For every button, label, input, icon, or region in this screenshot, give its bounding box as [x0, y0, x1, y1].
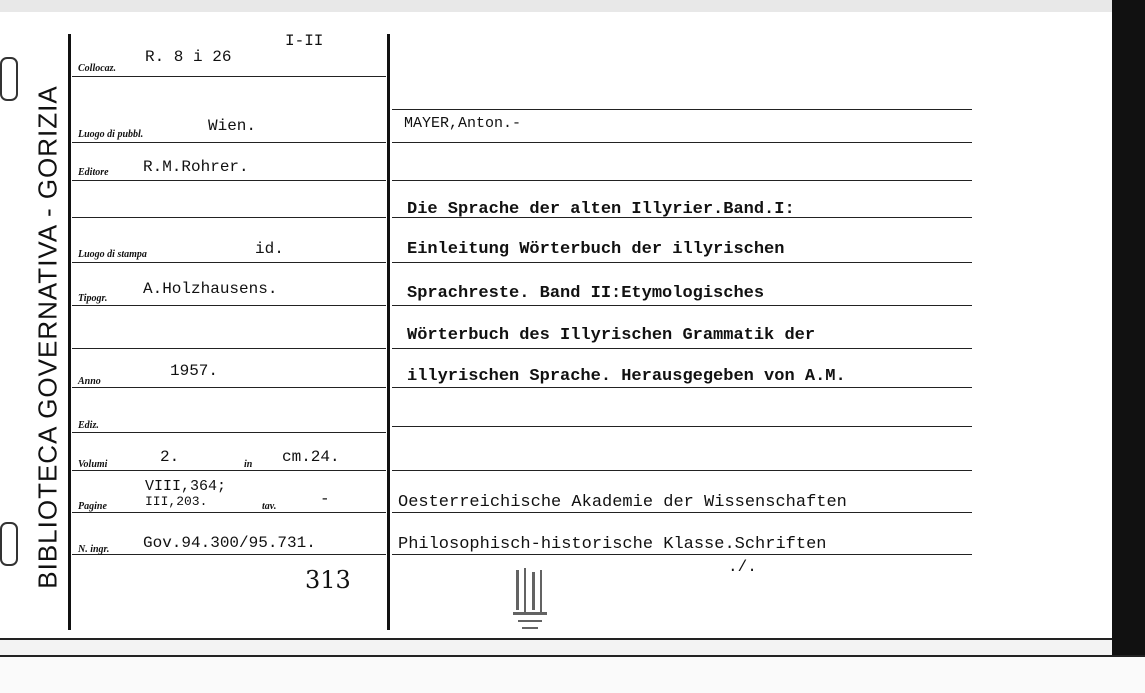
luogo-pubbl-label: Luogo di pubbl. [78, 129, 144, 140]
seal-mark-top [0, 57, 18, 101]
rule [392, 109, 972, 110]
rule [392, 512, 972, 513]
rule [72, 432, 386, 433]
ediz-label: Ediz. [78, 420, 99, 431]
rule [72, 554, 386, 555]
left-rule [68, 34, 71, 630]
tipografia-label: Tipogr. [78, 293, 108, 304]
stamp-smudge [508, 564, 553, 634]
series-line-1: Oesterreichische Akademie der Wissenschaften [398, 493, 847, 512]
handwritten-number: 313 [305, 566, 351, 594]
rule [72, 512, 386, 513]
series-line-2: Philosophisch-historische Klasse.Schriften [398, 535, 827, 554]
author: MAYER,Anton.- [404, 115, 522, 132]
scan-edge-bottom [0, 655, 1145, 693]
pagine-value-bottom: III,203. [145, 494, 208, 509]
luogo-stampa-value: id. [255, 240, 284, 258]
title-line-3: Sprachreste. Band II:Etymologisches [407, 284, 765, 303]
editore-value: R.M.Rohrer. [143, 158, 249, 176]
volumi-label: Volumi [78, 459, 108, 470]
rule [72, 180, 386, 181]
title-line-2: Einleitung Wörterbuch der illyrischen [407, 240, 785, 259]
rule [392, 554, 972, 555]
rule [392, 305, 972, 306]
title-line-5: illyrischen Sprache. Herausgegeben von A.M. [407, 367, 846, 386]
rule [392, 348, 972, 349]
volumi-in-label: in [244, 459, 253, 470]
rule [72, 387, 386, 388]
rule [72, 305, 386, 306]
n-ingr-label: N. ingr. [78, 544, 110, 555]
rule [392, 387, 972, 388]
luogo-stampa-label: Luogo di stampa [78, 249, 147, 260]
rule [72, 142, 386, 143]
rule [72, 470, 386, 471]
pagine-value-top: VIII,364; [145, 478, 227, 495]
n-ingr-value: Gov.94.300/95.731. [143, 534, 316, 552]
title-line-4: Wörterbuch des Illyrischen Grammatik der [407, 326, 816, 345]
rule [392, 426, 972, 427]
collocazione-suffix: I-II [285, 32, 324, 50]
continuation-mark: ./. [728, 558, 757, 576]
rule [392, 262, 972, 263]
tipografia-value: A.Holzhausens. [143, 280, 278, 298]
collocazione-label: Collocaz. [78, 63, 117, 74]
rule [392, 142, 972, 143]
editore-label: Editore [78, 167, 109, 178]
volumi-value: 2. [160, 448, 180, 466]
collocazione-value: R. 8 i 26 [145, 48, 232, 66]
rule [72, 348, 386, 349]
rule [72, 76, 386, 77]
rule [392, 470, 972, 471]
tav-label: tav. [262, 501, 277, 512]
anno-value: 1957. [170, 362, 219, 380]
catalog-card [0, 12, 1114, 640]
pagine-label: Pagine [78, 501, 107, 512]
scan-edge-right [1112, 0, 1145, 691]
rule [72, 262, 386, 263]
middle-rule [387, 34, 390, 630]
volumi-size: cm.24. [282, 448, 340, 466]
rule [392, 180, 972, 181]
title-line-1: Die Sprache der alten Illyrier.Band.I: [407, 200, 795, 219]
library-name: BIBLIOTECA GOVERNATIVA - GORIZIA [32, 85, 63, 589]
tav-value: - [320, 490, 330, 508]
seal-mark-bottom [0, 522, 18, 566]
luogo-pubbl-value: Wien. [208, 117, 257, 135]
rule [72, 217, 386, 218]
anno-label: Anno [78, 376, 101, 387]
